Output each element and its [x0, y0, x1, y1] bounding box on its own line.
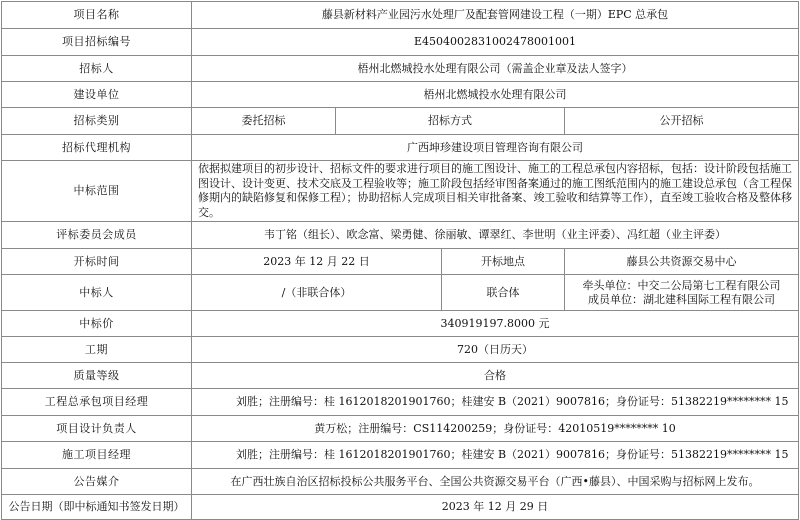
row-manager	[2, 389, 799, 416]
project-code-label: 项目招标编号	[2, 29, 192, 56]
designer-value: 黄万松；注册编号：CS114200259；身份证号：42010519******** 10	[192, 416, 799, 442]
opening-time-label: 开标时间	[2, 249, 192, 275]
row-media	[2, 469, 799, 495]
row-scope	[2, 161, 799, 222]
tender-type-label: 招标类别	[2, 108, 192, 135]
tender-type-value: 委托招标	[192, 108, 336, 135]
construction-manager-value: 刘胜；注册编号：桂 1612018201901760；桂建安 B（2021）9007816；身份证号：51382219******** 15	[192, 442, 799, 469]
designer-label: 项目设计负责人	[2, 416, 192, 442]
agency-label: 招标代理机构	[2, 135, 192, 161]
project-name-label: 项目名称	[2, 2, 192, 29]
committee-label: 评标委员会成员	[2, 222, 192, 249]
row-construction-manager	[2, 442, 799, 469]
tenderer-value: 梧州北燃城投水处理有限公司（需盖企业章及法人签字）	[192, 56, 799, 82]
price-label: 中标价	[2, 311, 192, 337]
price-value: 340919197.8000 元	[192, 311, 799, 337]
row-opening	[2, 249, 799, 275]
row-project-code	[2, 29, 799, 56]
award-notice-table	[1, 1, 799, 520]
manager-value: 刘胜；注册编号：桂 1612018201901760；桂建安 B（2021）9007816；身份证号：51382219******** 15	[192, 389, 799, 416]
quality-label: 质量等级	[2, 363, 192, 389]
construction-unit-value: 梧州北燃城投水处理有限公司	[192, 82, 799, 108]
construction-manager-label: 施工项目经理	[2, 442, 192, 469]
opening-place-label: 开标地点	[442, 249, 565, 275]
consortium-value	[565, 275, 799, 311]
consortium-label: 联合体	[442, 275, 565, 311]
tender-method-label: 招标方式	[336, 108, 565, 135]
duration-label: 工期	[2, 337, 192, 363]
row-project-name	[2, 2, 799, 29]
row-price	[2, 311, 799, 337]
opening-time-value: 2023 年 12 月 22 日	[192, 249, 442, 275]
duration-value: 720（日历天）	[192, 337, 799, 363]
opening-place-value: 藤县公共资源交易中心	[565, 249, 799, 275]
quality-value: 合格	[192, 363, 799, 389]
tender-method-value: 公开招标	[565, 108, 799, 135]
consortium-member: 成员单位：湖北建科国际工程有限公司	[588, 292, 776, 306]
scope-label: 中标范围	[2, 161, 192, 222]
consortium-lead: 牵头单位：中交二公局第七工程有限公司	[582, 278, 781, 292]
media-label: 公告媒介	[2, 469, 192, 495]
row-date	[2, 495, 799, 520]
row-construction-unit	[2, 82, 799, 108]
winner-value: /（非联合体）	[192, 275, 442, 311]
construction-unit-label: 建设单位	[2, 82, 192, 108]
row-committee	[2, 222, 799, 249]
tenderer-label: 招标人	[2, 56, 192, 82]
row-tenderer	[2, 56, 799, 82]
date-value: 2023 年 12 月 29 日	[192, 495, 799, 520]
row-agency	[2, 135, 799, 161]
row-designer	[2, 416, 799, 442]
winner-label: 中标人	[2, 275, 192, 311]
date-label: 公告日期（即中标通知书签发日期）	[2, 495, 192, 520]
row-duration	[2, 337, 799, 363]
committee-value: 韦丁铭（组长）、欧念富、梁勇健、徐丽敏、谭翠红、李世明（业主评委）、冯红超（业主评委）	[192, 222, 799, 249]
scope-value: 依据拟建项目的初步设计、招标文件的要求进行项目的施工图设计、施工的工程总承包内容招标，包括：设计阶段包括施工图设计、设计变更、技术交底及工程验收等；施工阶段包括经审图备案通过的施工图纸范围内的施工建设总承包（含工程保修期内的缺陷修复和保修工程）；协助招标人完成项目相关审批备案、竣工验收和结算等工作），直至竣工验收合格及整体移交。	[192, 161, 799, 222]
row-winner	[2, 275, 799, 311]
media-value: 在广西壮族自治区招标投标公共服务平台、全国公共资源交易平台（广西•藤县）、中国采购与招标网上发布。	[192, 469, 799, 495]
project-name-value: 藤县新材料产业园污水处理厂及配套管网建设工程（一期）EPC 总承包	[192, 2, 799, 29]
row-quality	[2, 363, 799, 389]
manager-label: 工程总承包项目经理	[2, 389, 192, 416]
agency-value: 广西坤珍建设项目管理咨询有限公司	[192, 135, 799, 161]
project-code-value: E4504002831002478001001	[192, 29, 799, 56]
row-tender-type	[2, 108, 799, 135]
